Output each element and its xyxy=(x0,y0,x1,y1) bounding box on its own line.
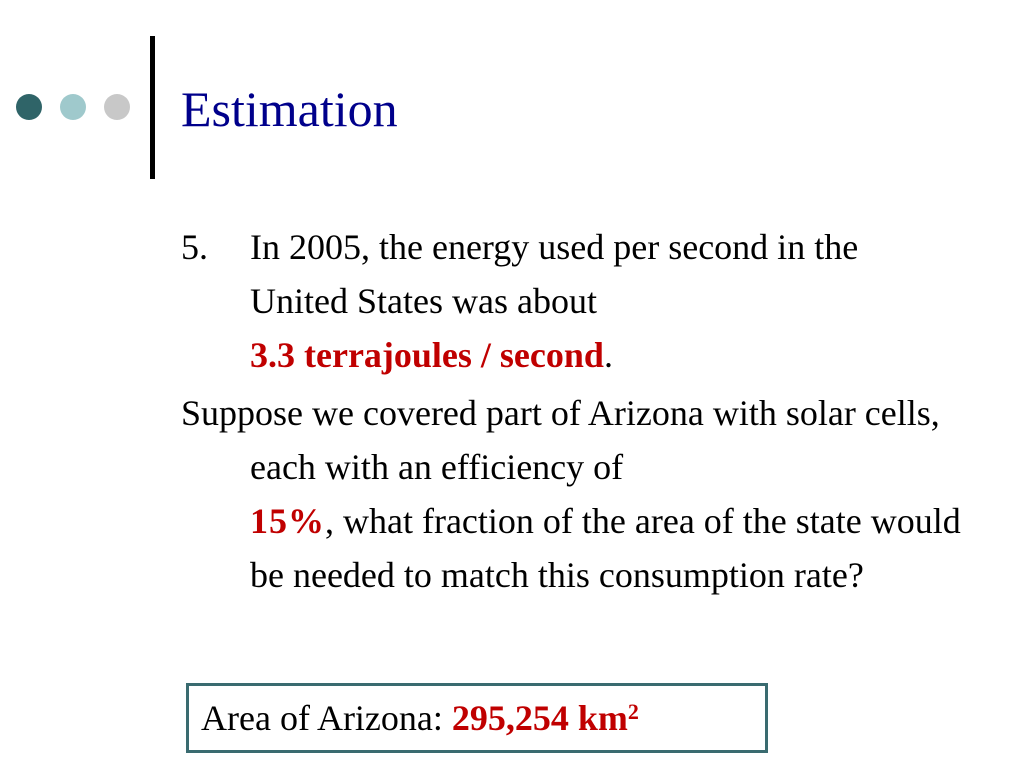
question-text-end: , what fraction of the area of the state would be needed to match this consumption rate? xyxy=(250,501,961,595)
numbered-item xyxy=(181,220,961,382)
item-number: 5. xyxy=(181,227,208,267)
question-paragraph xyxy=(181,386,961,602)
area-exponent: 2 xyxy=(627,699,639,724)
decorative-dot-light xyxy=(60,94,86,120)
slide-body xyxy=(181,220,961,602)
title-divider xyxy=(150,36,155,179)
area-value-number: 295,254 km xyxy=(451,698,628,738)
item-text-end: . xyxy=(603,335,613,375)
area-value xyxy=(452,698,639,738)
question-text: Suppose we covered part of Arizona with solar cells, each with an efficiency of xyxy=(181,393,940,487)
slide-title: Estimation xyxy=(181,81,398,137)
arizona-area-box xyxy=(186,683,768,753)
energy-highlight: 3.3 terrajoules / second xyxy=(250,335,604,375)
efficiency-highlight: 15% xyxy=(250,501,325,541)
area-label: Area of Arizona: xyxy=(201,698,452,738)
decorative-dot-dark xyxy=(16,94,42,120)
item-text: In 2005, the energy used per second in the United States was about xyxy=(250,227,859,321)
decorative-dot-gray xyxy=(104,94,130,120)
